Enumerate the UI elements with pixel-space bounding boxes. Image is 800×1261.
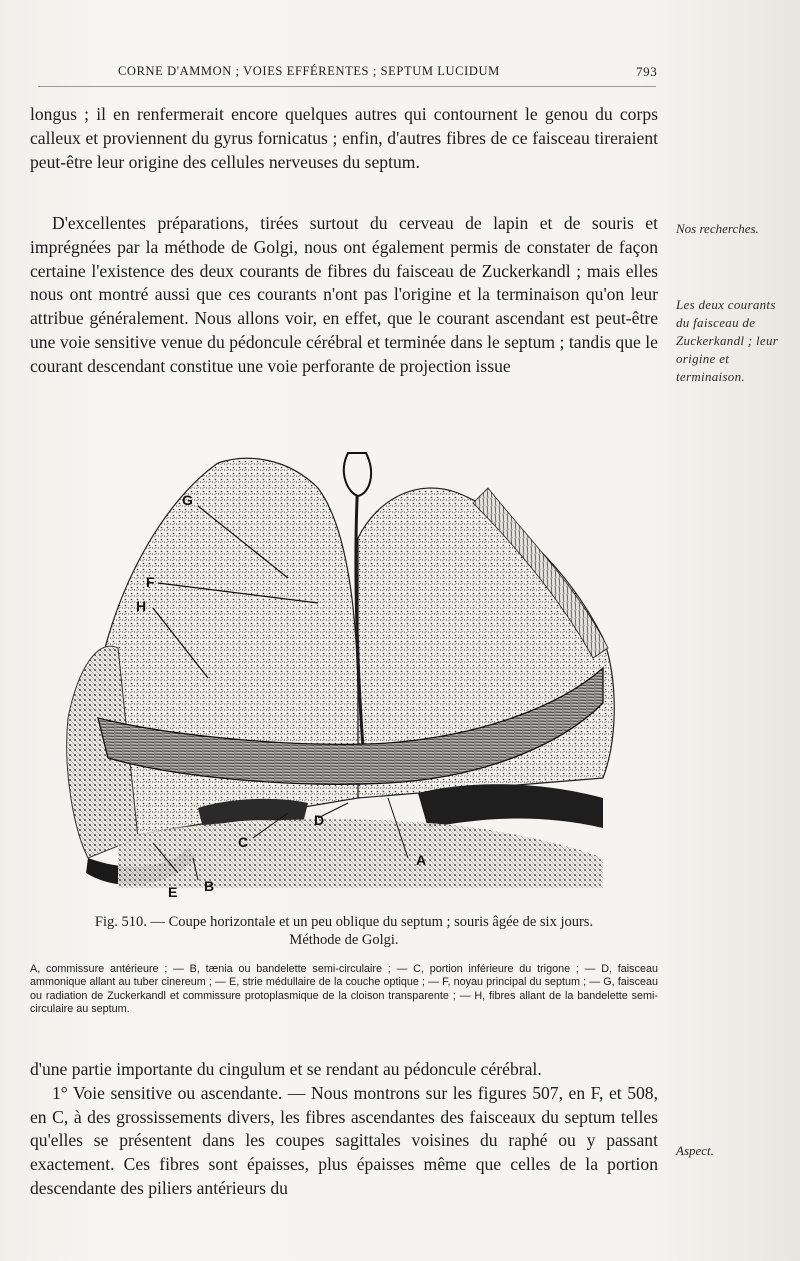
lower-tissue: [118, 819, 603, 888]
main-paragraph: [30, 212, 658, 379]
top-paragraph: [30, 103, 658, 174]
header-divider: [38, 86, 656, 87]
figure-510-illustration: [58, 418, 626, 918]
figure-label-e: E: [168, 884, 178, 900]
paragraph-continuation: longus ; il en renfermerait encore quelques autres qui contournent le genou du corps calleux et proviennent du gyrus fornicatus ; enfin, d'autres fibres de ce faisceau tireraient peut-être leur origine des cellules nerveuses du septum.: [30, 104, 658, 172]
anterior-commissure-dark: [418, 784, 603, 828]
figure-label-c: C: [238, 834, 249, 850]
figure-label-g: G: [182, 492, 193, 508]
margin-note-aspect: Aspect.: [676, 1143, 714, 1158]
running-title: CORNE D'AMMON ; VOIES EFFÉRENTES ; SEPTUM LUCIDUM: [118, 64, 500, 78]
paragraph-cingulum: d'une partie importante du cingulum et se rendant au pédoncule cérébral.: [30, 1059, 542, 1079]
figure-label-b: B: [204, 878, 215, 894]
figure-label-a: A: [416, 852, 427, 868]
margin-note-courants: Les deux courants du faisceau de Zuckerkandl ; leur origine et terminaison.: [676, 297, 779, 384]
caption-line-2: Méthode de Golgi.: [289, 932, 399, 948]
paragraph-golgi-preparations: D'excellentes préparations, tirées surtout du cerveau de lapin et de souris et imprégnées par la méthode de Golgi, nous ont également permis de constater de façon certaine l'existence des deux courants de fibres du faisceau de Zuckerkandl ; mais elles nous ont montré aussi que ces courants n'ont pas l'origine et la terminaison qu'on leur attribue généralement. Nous allons voir, en effet, que le courant ascendant est peut-être une voie sensitive venue du pédoncule cérébral et terminée dans le septum ; tandis que le courant descendant constitue une voie perforante de projection issue: [30, 213, 658, 376]
figure-label-d: D: [314, 812, 325, 828]
figure-legend: A, commissure antérieure ; — B, tænia ou bandelette semi-circulaire ; — C, portion inférieure du trigone ; — D, faisceau ammonique allant au tuber cinereum ; — E, strie médullaire de la couche optique ; — F, noyau principal du septum ; — G, faisceau ou radiation de Zuckerkandl et commissure protoplasmique de la cloison transparente ; — H, fibres allant de la bandelette semi-circulaire au septum.: [30, 963, 658, 1016]
figure-caption: [30, 913, 658, 949]
septum-engraving: [58, 418, 626, 918]
figure-label-f: F: [146, 574, 155, 590]
paragraph-voie-sensitive: 1° Voie sensitive ou ascendante. — Nous montrons sur les figures 507, en F, et 508, en C, à des grossissements divers, les fibres ascendantes des faisceaux du septum telles qu'elles se présentent dans les coupes sagittales voisines du raphé ou y passant exactement. Ces fibres sont épaisses, plus épaisses même que celles de la portion descendante des piliers antérieurs du: [30, 1082, 658, 1198]
vessel: [344, 453, 371, 496]
bottom-paragraphs: [30, 1058, 658, 1201]
page-number: 793: [636, 64, 658, 79]
figure-label-h: H: [136, 598, 147, 614]
margin-note-recherches: Nos recherches.: [676, 221, 759, 236]
caption-line-1: Fig. 510. — Coupe horizontale et un peu oblique du septum ; souris âgée de six jours.: [94, 914, 594, 930]
